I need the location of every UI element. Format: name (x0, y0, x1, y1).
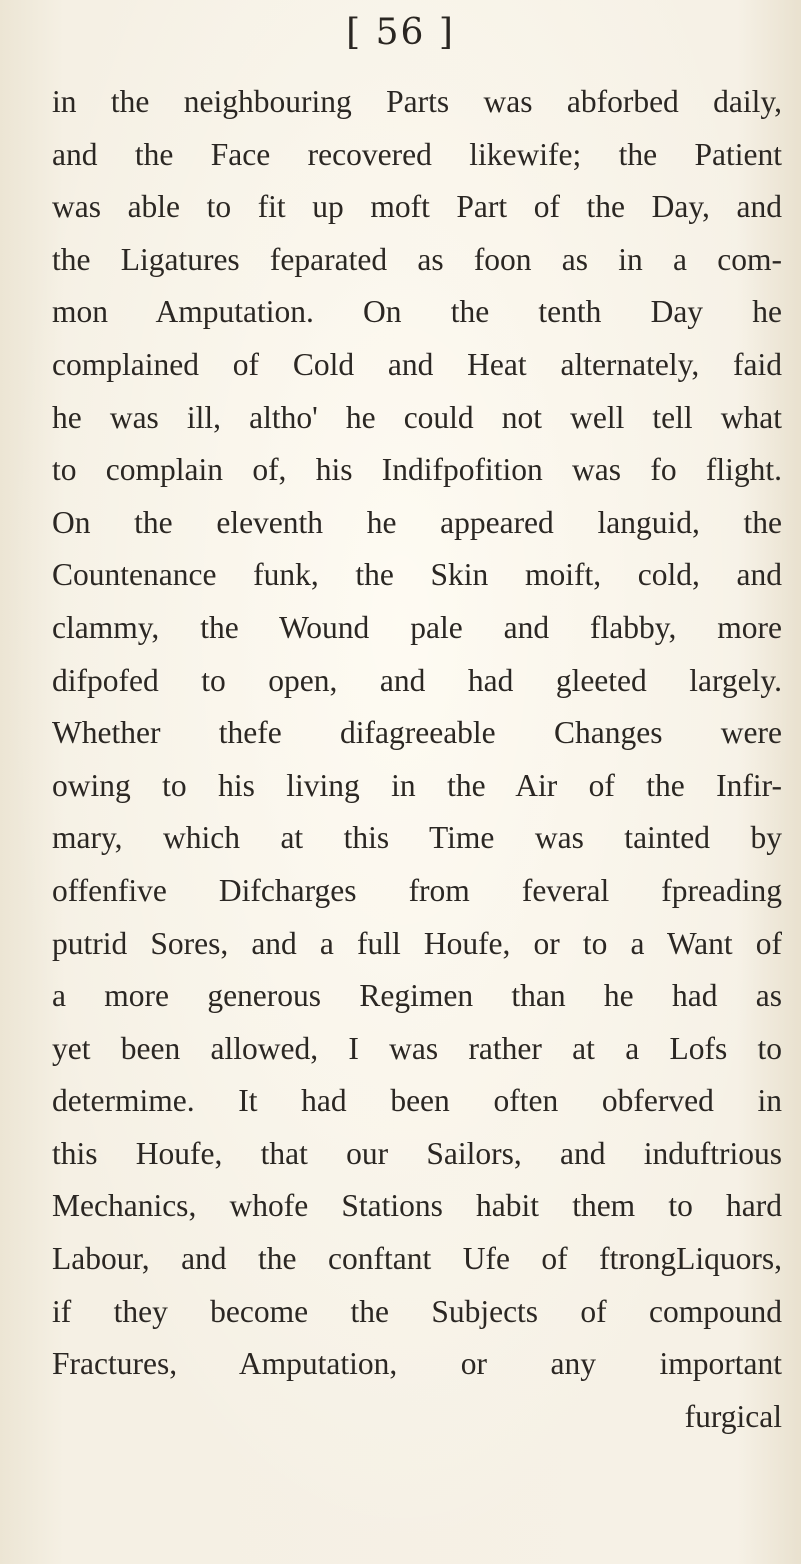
text-line: mon Amputation. On the tenth Day he (52, 294, 782, 330)
text-line: determime. It had been often obferved in (52, 1083, 782, 1119)
text-line: offenfive Difcharges from feveral fpreading (52, 872, 782, 908)
text-line: putrid Sores, and a full Houfe, or to a Want of (52, 925, 782, 961)
text-line: owing to his living in the Air of the Infir- (52, 767, 782, 803)
text-line: difpofed to open, and had gleeted largely. (52, 662, 782, 698)
text-line: a more generous Regimen than he had as (52, 978, 782, 1014)
text-line: Mechanics, whofe Stations habit them to hard (52, 1188, 782, 1224)
text-line: if they become the Subjects of compound (52, 1293, 782, 1329)
text-line: this Houfe, that our Sailors, and induftrious (52, 1135, 782, 1171)
text-line: mary, which at this Time was tainted by (52, 820, 782, 856)
text-line: On the eleventh he appeared languid, the (52, 504, 782, 540)
text-line: Countenance funk, the Skin moift, cold, and (52, 557, 782, 593)
catchword: furgical (684, 1398, 782, 1434)
text-line: was able to fit up moft Part of the Day, and (52, 189, 782, 225)
text-line: he was ill, altho' he could not well tell what (52, 399, 782, 435)
text-line: in the neighbouring Parts was abforbed daily, (52, 84, 782, 119)
text-line: to complain of, his Indifpofition was fo flight. (52, 452, 782, 488)
text-line: Labour, and the conftant Ufe of ftrongLiquors, (52, 1241, 782, 1277)
text-line: clammy, the Wound pale and flabby, more (52, 609, 782, 645)
text-line: complained of Cold and Heat alternately, faid (52, 346, 782, 382)
body-text (52, 76, 782, 1443)
text-line: Whether thefe difagreeable Changes were (52, 715, 782, 751)
text-line: yet been allowed, I was rather at a Lofs to (52, 1030, 782, 1066)
text-line: Fractures, Amputation, or any important (52, 1346, 782, 1382)
page-number-header: [ 56 ] (346, 12, 455, 53)
text-line: the Ligatures feparated as foon as in a com- (52, 241, 782, 277)
text-line: and the Face recovered likewife; the Patient (52, 136, 782, 172)
